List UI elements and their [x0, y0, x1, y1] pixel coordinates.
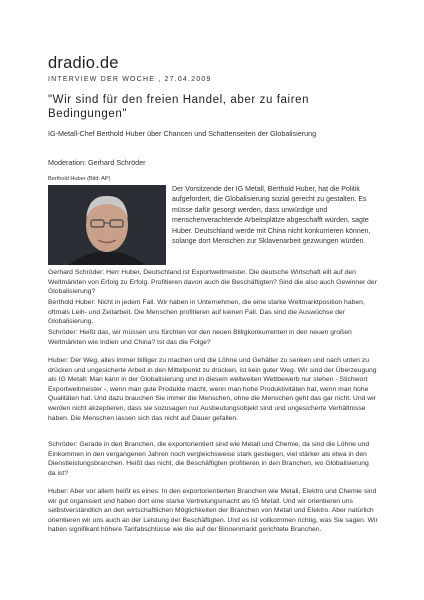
- moderation-credit: Moderation: Gerhard Schröder: [48, 158, 146, 167]
- paragraph: Huber: Aber vor allem heißt es eines: In den exportorientierten Branchen wie Metall, Elektro und Chemie sind wir gut organisiert und haben dort eine starke Vertretungsmacht als IG Metall. Und wir orientieren uns selbstverständlich an den wirtschaftlichen Möglichkeiten der Branchen von Metall und Elektro. Aber natürlich orientieren wir uns auch an der Leistung der Beschäftigten. Und es ist vollkommen richtig, was Sie sagen. Wir haben signifikant höhere Tarifabschlüsse wie die auf der Binnenmarkt gerichtete Branchen.: [48, 488, 378, 534]
- paragraph: Gerhard Schröder: Herr Huber, Deutschland ist Exportweltmeister. Die deutsche Wirtschaft eilt auf den Weltmärkten von Erfolg zu Erfolg. Profitieren davon auch die Beschäftigten? Sind die also auch Gewinner der Globalisierung?: [48, 269, 377, 296]
- article-headline: "Wir sind für den freien Handel, aber zu fairen Bedingungen": [48, 94, 310, 120]
- portrait-photo: [48, 185, 166, 265]
- paragraph: Schröder: Gerade in den Branchen, die exportorientiert sind wie Metall und Chemie, da sind die Löhne und Einkommen in den vergangenen Jahren noch vergleichsweise stark gestiegen, viel stärker als etwa in den Dienstleistungsbranchen. Heißt das nicht, die Beschäftigten profitieren in den Branchen, wo Globalisierung da ist?: [48, 441, 370, 477]
- photo-caption: Berthold Huber (Bild: AP): [48, 176, 111, 182]
- article-kicker: INTERVIEW DER WOCHE , 27.04.2009: [48, 76, 212, 83]
- paragraph: Berthold Huber: Nicht in jedem Fall. Wir haben in Unternehmen, die eine starke Weltmarktposition haben, oftmals Leih- und Zeitarbeit. Die Menschen profitieren auf keinen Fall. Das sind die Auswüchse der Globalisierung.: [48, 299, 365, 326]
- portrait-illustration: [48, 185, 166, 265]
- article-intro: Der Vorsitzende der IG Metall, Berthold Huber, hat die Politik aufgefordert, die Globalisierung sozial gerecht zu gestalten. Es müsse dafür gesorgt werden, dass unwürdige und menschenverachtende Arbeitsplätze abgeschafft würden, sagte Huber. Deutschland werde mit China nicht konkurrieren können, solange dort Menschen zur Sklavenarbeit gezwungen würden.: [172, 186, 371, 246]
- article-subtitle: IG-Metall-Chef Berthold Huber über Chancen und Schattenseiten der Globalisierung: [48, 129, 317, 138]
- paragraph: Schröder: Heißt das, wir müssen uns fürchten vor den neuen Billigkonkurrenten in den neuen großen Weltmärkten wie Indien und China? Ist das die Folge?: [48, 329, 352, 346]
- site-logo[interactable]: dradio.de: [48, 54, 119, 72]
- paragraph: Huber: Der Weg, alles immer billiger zu machen und die Löhne und Gehälter zu senken und nach unten zu drücken und ungesicherte Arbeit in den Mittelpunkt zu drücken, ist kein guter Weg. Wir sind der Überzeugung als IG Metall: Man kann in der Globalisierung und in diesem weltweiten Wettbewerb nur stehen - Stichwort Exportweltmeister -, wenn man gute Produkte macht, wenn man hohe Produktivitäten hat, wenn man hohe Qualitäten hat. Und dazu brauchen Sie immer die Menschen, ohne die Menschen geht das gar nicht. Und wir werden nicht akzeptieren, dass sie sozusagen nur Ausbeutungsobjekt sind und ungesicherte Verhältnisse haben. Die Menschen lassen sich das nicht auf Dauer gefallen.: [48, 357, 377, 422]
